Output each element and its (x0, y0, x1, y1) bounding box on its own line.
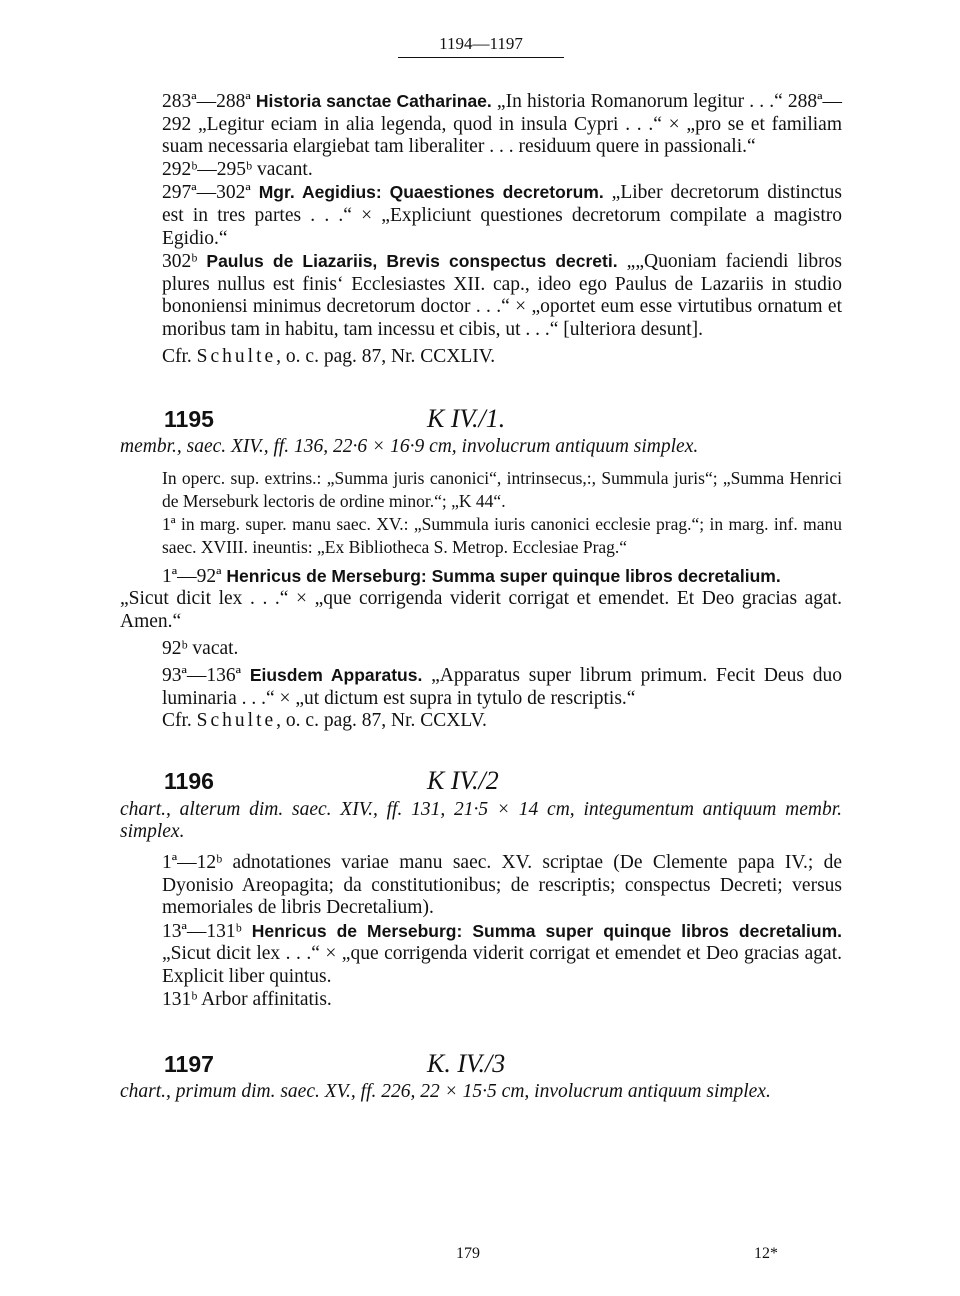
item-title: Historia sanctae Catharinae. (255, 91, 492, 111)
item-title: Paulus de Liazariis, Brevis conspectus decreti. (206, 251, 618, 272)
item-vacat: 92ᵇ vacat. (162, 637, 239, 659)
folio-range: 1ª—92ª (162, 565, 222, 587)
item-text: „Sicut dicit lex . . .“ × „que corrigenda viderit corrigat et emendet et Deo gracias agat. Explicit liber quintus. (162, 943, 842, 988)
item-apparatus (120, 664, 842, 710)
reference-cfr: Cfr. Schulte, o. c. pag. 87, Nr. CCXLIV. (162, 345, 496, 367)
item-text: „Liber decretorum distinctus est in tres partes . . .“ × „Expliciunt questiones decretorum compilate a magistro Egidio.“ (162, 182, 842, 249)
item-arbor: 131ᵇ Arbor affinitatis. (162, 988, 332, 1010)
entry-heading-1195 (120, 368, 842, 436)
reference-author: Schulte (196, 345, 277, 367)
folio-range: 283ª—288ª (162, 91, 251, 112)
entry-heading-1196 (120, 733, 842, 799)
item-title: Henricus de Merseburg: Summa super quinque libros decretalium. (251, 920, 843, 941)
reference-author: Schulte (196, 710, 277, 732)
reference-cfr: Cfr. Schulte, o. c. pag. 87, Nr. CCXLV. (162, 710, 487, 732)
item-text: „„Quoniam faciendi libros plures nullus est finis‘ Ecclesiastes XII. cap., ideo ego Paulus de Lazariis in studio bononiensi minimus decretorum doctor . . .“ × „oportet eum esse virtutibus ornatum et moribus tam in habitu, tam incessu et cibis, ut . . .“ [ulteriora desunt]. (162, 251, 842, 340)
item-adnotationes: 1ª—12ᵇ adnotationes variae manu saec. XV. scriptae (De Clemente papa IV.; de Dyonisio Areopagita; da constitutionibus; de rescriptis; conspectus Decreti; versus memoriales de libris Decretalium). (162, 852, 842, 919)
item-title: Henricus de Merseburg: Summa super quinque libros decretalium. (226, 565, 781, 586)
item-summa-text: „Sicut dicit lex . . .“ × „que corrigenda viderit corrigat et emendet. Et Deo gracias agat. Amen.“ (120, 588, 842, 632)
page-body (120, 90, 842, 1104)
shelf-signature: K IV./1. (427, 403, 506, 433)
entry-number: 1197 (164, 1050, 214, 1077)
item-summa-header (120, 565, 842, 589)
shelf-signature: K. IV./3 (427, 1048, 506, 1078)
entry-number: 1196 (164, 768, 214, 795)
shelf-signature: K IV./2 (427, 766, 499, 796)
item-title: Eiusdem Apparatus. (249, 665, 423, 686)
entry-number: 1195 (164, 405, 214, 432)
item-summa (120, 920, 842, 989)
folio-range: 302ᵇ (162, 251, 198, 273)
item-vacant: 292ᵇ—295ᵇ vacant. (162, 158, 313, 180)
item-historia-catharinae (120, 90, 842, 159)
entry-heading-1197 (120, 1011, 842, 1081)
margin-note: 1ª in marg. super. manu saec. XV.: „Summula iuris canonici ecclesie prag.“; in marg. inf. manu saec. XVIII. ineuntis: „Ex Bibliotheca S. Metrop. Ecclesiae Prag.“ (162, 513, 842, 557)
folio-range: 13ª—131ᵇ (162, 920, 242, 942)
page-number: 179 (456, 1245, 480, 1262)
folio-range: 297ª—302ª (162, 182, 251, 204)
entry-description: chart., alterum dim. saec. XIV., ff. 131, 21·5 × 14 cm, integumentum antiquum membr. simplex. (120, 798, 842, 843)
entry-description: chart., primum dim. saec. XV., ff. 226, 22 × 15·5 cm, involucrum antiquum simplex. (120, 1081, 771, 1103)
item-text: „Apparatus super librum primum. Fecit Deus duo luminaria . . .“ × „ut dictum est supra in tytulo de rescriptis.“ (162, 665, 842, 709)
binding-note: In operc. sup. extrins.: „Summa juris canonici“, intrinsecus,:, Summula juris“; „Summa Henrici de Merseburk lectoris de ordine minor.“; „K 44“. (162, 467, 842, 511)
running-header: 1194—1197 (398, 34, 564, 58)
item-text: „In historia Romanorum legitur . . .“ 288ª—292 „Legitur eciam in alia legenda, quod in insula Cypri . . .“ × „pro se et familiam suam necessaria elargiebat tam liberaliter . . . residuum quere in passionali.“ (162, 91, 843, 158)
signature-mark: 12* (754, 1245, 778, 1262)
item-title: Mgr. Aegidius: Quaestiones decretorum. (258, 182, 604, 203)
entry-description: membr., saec. XIV., ff. 136, 22·6 × 16·9 cm, involucrum antiquum simplex. (120, 436, 699, 458)
item-quaestiones-decretorum (120, 181, 842, 250)
item-brevis-conspectus (120, 250, 842, 341)
folio-range: 93ª—136ª (162, 665, 242, 687)
